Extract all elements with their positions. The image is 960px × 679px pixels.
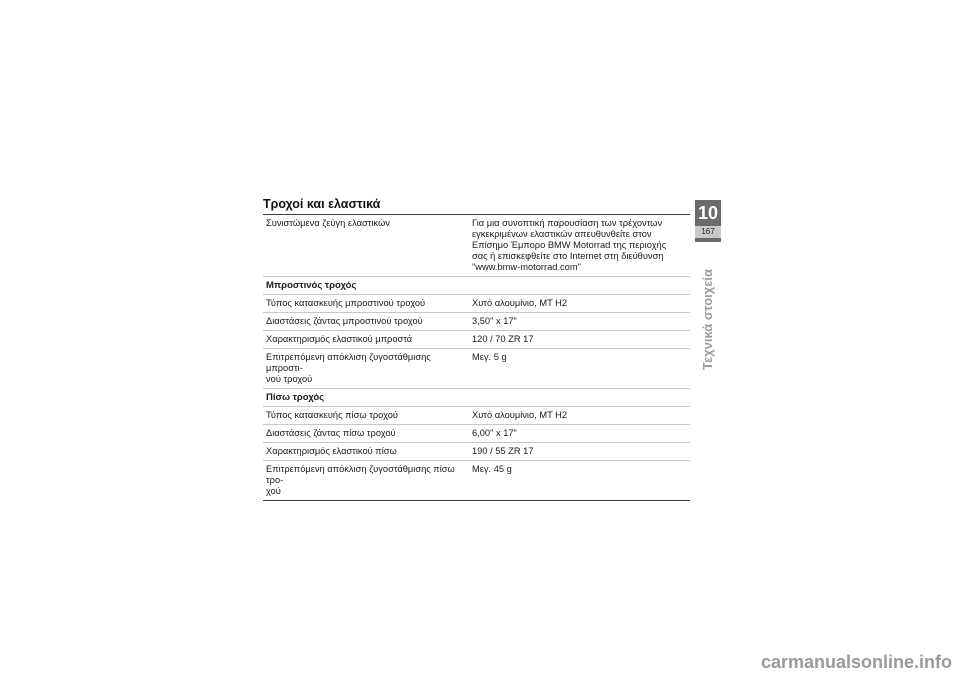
rear-wheel-heading: Πίσω τροχός	[263, 389, 690, 407]
chapter-number: 10	[697, 203, 719, 223]
page-number: 167	[695, 226, 721, 238]
table-row	[263, 295, 690, 313]
spec-value: 3,50" x 17"	[472, 316, 517, 326]
table-row	[263, 461, 690, 500]
spec-value: Χυτό αλουμίνιο, MT H2	[472, 410, 568, 420]
chapter-side-label	[694, 262, 722, 377]
recommended-tires-value: Για μια συνοπτική παρουσίαση των τρέχοντων εγκεκριμένων ελαστικών απευθυνθείτε στον Επίσημο Έμπορο BMW Motorrad της περιοχής σας ή επισκεφθείτε στο Internet στη διεύθυνση "www.bmw-motorrad.com"	[472, 218, 667, 272]
table-row	[263, 443, 690, 461]
table-row	[263, 407, 690, 425]
spec-label: Επιτρεπόμενη απόκλιση ζυγοστάθμισης πίσω τρο- χού	[266, 464, 455, 496]
spec-label: Διαστάσεις ζάντας πίσω τροχού	[266, 428, 396, 438]
spec-label: Τύπος κατασκευής μπροστινού τροχού	[266, 298, 426, 308]
chapter-tab	[695, 200, 721, 242]
spec-label: Διαστάσεις ζάντας μπροστινού τροχού	[266, 316, 423, 326]
watermark: carmanualsonline.info	[760, 652, 952, 672]
front-wheel-heading: Μπροστινός τροχός	[263, 277, 690, 295]
spec-label: Χαρακτηρισμός ελαστικού μπροστά	[266, 334, 413, 344]
table-row	[263, 349, 690, 389]
page-title: Τροχοί και ελαστικά	[263, 197, 381, 211]
chapter-side-label-text: Τεχνικά στοιχεία	[700, 268, 716, 371]
spec-value: Μεγ. 45 g	[472, 464, 512, 474]
recommended-tires-label: Συνιστώμενα ζεύγη ελαστικών	[266, 218, 390, 228]
table-row	[263, 215, 690, 277]
spec-value: 190 / 55 ZR 17	[472, 446, 534, 456]
table-row	[263, 313, 690, 331]
spec-label: Τύπος κατασκευής πίσω τροχού	[266, 410, 398, 420]
spec-value: 6,00" x 17"	[472, 428, 517, 438]
wheels-tires-spec-table	[263, 214, 690, 501]
table-row	[263, 425, 690, 443]
table-row	[263, 331, 690, 349]
spec-value: Μεγ. 5 g	[472, 352, 507, 362]
spec-value: 120 / 70 ZR 17	[472, 334, 534, 344]
spec-label: Χαρακτηρισμός ελαστικού πίσω	[266, 446, 397, 456]
spec-value: Χυτό αλουμίνιο, MT H2	[472, 298, 568, 308]
spec-label: Επιτρεπόμενη απόκλιση ζυγοστάθμισης μπροστι- νού τροχού	[266, 352, 431, 384]
